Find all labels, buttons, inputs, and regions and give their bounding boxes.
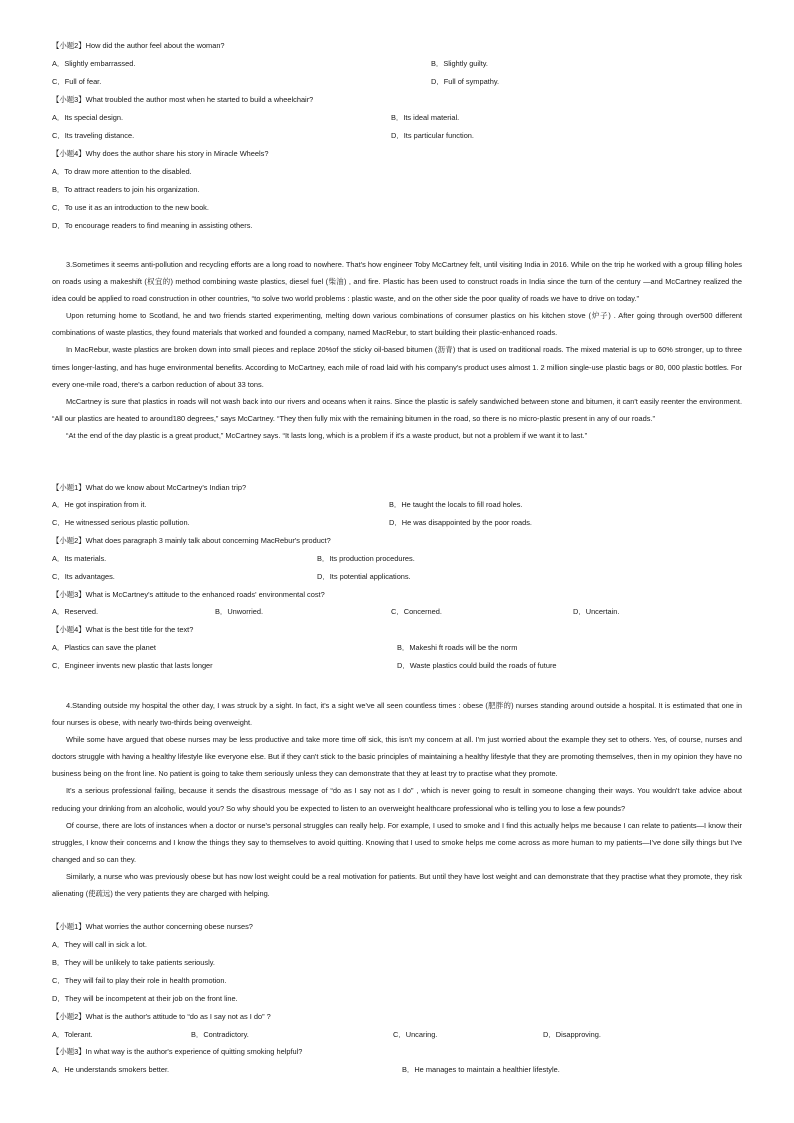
s2-q2-option-a: A．Slightly embarrassed. bbox=[52, 59, 136, 68]
s3-q1-option-d: D．He was disappointed by the poor roads. bbox=[389, 518, 532, 527]
s2-q3-option-d: D．Its particular function. bbox=[391, 131, 474, 140]
s4-paragraph-3: It's a serious professional failing, because it sends the disastrous message of “do as I say not as I do” , which is never going to result in someone changing their ways. You wouldn't take advice about reducing your drinking from an alcoholic, would you? So why should you be expected to listen to an overweight healthcare professional who is telling you to lose a few pounds? bbox=[52, 786, 742, 813]
s2-q3-stem: 【小题3】What troubled the author most when he started to build a wheelchair? bbox=[52, 95, 314, 104]
s4-paragraph-4: Of course, there are lots of instances when a doctor or nurse's personal struggles can really help. For example, I used to smoke and I find this actually helps me because I can relate to patients—I know their struggles, I know their concerns and I know the things they say to themselves to avoid quitting. Knowing that I used to smoke helps me come across as more human to my patients—I've done silly things but I've changed and so can they. bbox=[52, 820, 742, 864]
s4-q2-option-a: A．Tolerant. bbox=[52, 1030, 93, 1039]
s3-q2-option-c: C．Its advantages. bbox=[52, 572, 115, 581]
s2-q4-option-d: D．To encourage readers to find meaning in assisting others. bbox=[52, 221, 253, 230]
s2-q2-option-b: B．Slightly guilty. bbox=[431, 59, 488, 68]
s3-q2-stem: 【小题2】What does paragraph 3 mainly talk about concerning MacRebur's product? bbox=[52, 536, 331, 545]
s4-q1-option-b: B．They will be unlikely to take patients seriously. bbox=[52, 958, 215, 967]
s2-q3-option-b: B．Its ideal material. bbox=[391, 113, 460, 122]
s2-q2-option-c: C．Full of fear. bbox=[52, 77, 102, 86]
s3-q3-option-b: B．Unworried. bbox=[215, 607, 264, 616]
s2-q4-option-a: A．To draw more attention to the disabled. bbox=[52, 167, 192, 176]
s4-paragraph-2: While some have argued that obese nurses may be less productive and take more time off sick, this isn't my concern at all. I'm just worried about the example they set to others. Yes, of course, nurses and doctors struggle with having a healthy lifestyle like everyone else. But if they can't stick to the basic principles of maintaining a healthy lifestyle that they are promoting themselves, then in my opinion they have no business being on the front line. No patient is going to take them seriously unless they can demonstrate that they at least try to practise what they promote. bbox=[52, 735, 742, 779]
s4-q1-option-c: C．They will fail to play their role in health promotion. bbox=[52, 976, 227, 985]
s3-q4-option-d: D．Waste plastics could build the roads of future bbox=[397, 661, 557, 670]
s3-q1-option-b: B．He taught the locals to fill road holes. bbox=[389, 500, 523, 509]
s3-paragraph-5: “At the end of the day plastic is a great product,” McCartney says. “It lasts long, which is a problem if it's a waste product, but not a problem if we want it to last.” bbox=[66, 430, 588, 440]
s3-q4-option-a: A．Plastics can save the planet bbox=[52, 643, 156, 652]
s2-q2-option-d: D．Full of sympathy. bbox=[431, 77, 500, 86]
s3-q1-option-c: C．He witnessed serious plastic pollution. bbox=[52, 518, 190, 527]
s3-q3-option-d: D．Uncertain. bbox=[573, 607, 620, 616]
s4-q1-stem: 【小题1】What worries the author concerning obese nurses? bbox=[52, 922, 253, 931]
s3-q1-option-a: A．He got inspiration from it. bbox=[52, 500, 147, 509]
s2-q4-option-b: B．To attract readers to join his organization. bbox=[52, 185, 200, 194]
s2-q2-stem: 【小题2】How did the author feel about the woman? bbox=[52, 41, 225, 50]
s3-q4-stem: 【小题4】What is the best title for the text? bbox=[52, 625, 194, 634]
s3-paragraph-1: 3.Sometimes it seems anti-pollution and recycling efforts are a long road to nowhere. That's how engineer Toby McCartney felt, until visiting India in 2016. While on the trip he worked with a group filling holes on roads using a makeshift (权宜的) method combining waste plastics, diesel fuel (柴油) , and fire. Plastic has been used to construct roads in India since the turn of the century —and McCartney realized the idea could be applied to road construction in other countries, “to solve two world problems : plastic waste, and on the other side the poor quality of roads we have to drive on today.” bbox=[52, 260, 742, 304]
s4-paragraph-5: Similarly, a nurse who was previously obese but has now lost weight could be a real motivation for patients. But until they have lost weight and can demonstrate that they practise what they promote, they risk alienating (使疏远) the very patients they are charged with helping. bbox=[52, 871, 742, 899]
s3-q2-option-a: A．Its materials. bbox=[52, 554, 107, 563]
s2-q3-option-c: C．Its traveling distance. bbox=[52, 131, 135, 140]
s4-q3-option-a: A．He understands smokers better. bbox=[52, 1065, 170, 1074]
s3-q4-option-c: C．Engineer invents new plastic that lasts longer bbox=[52, 661, 213, 670]
s3-q3-option-c: C．Concerned. bbox=[391, 607, 442, 616]
s4-q3-stem: 【小题3】In what way is the author's experience of quitting smoking helpful? bbox=[52, 1047, 303, 1056]
s3-paragraph-3: In MacRebur, waste plastics are broken down into small pieces and replace 20%of the sticky oil-based bitumen (沥青) that is used on traditional roads. The mixed material is up to 60% stronger, up to three times longer-lasting, and has huge environmental benefits. According to McCartney, each mile of road laid with his company's product uses almost 1. 2 million single-use plastic bags or 80, 000 plastic bottles. For every one-mile road, there's a carbon reduction of about 33 tons. bbox=[52, 345, 742, 389]
s3-passage bbox=[52, 256, 742, 444]
s2-q4-stem: 【小题4】Why does the author share his story in Miracle Wheels? bbox=[52, 149, 269, 158]
s3-q2-option-d: D．Its potential applications. bbox=[317, 572, 411, 581]
s3-q3-stem: 【小题3】What is McCartney's attitude to the enhanced roads' environmental cost? bbox=[52, 590, 325, 599]
s3-paragraph-2: Upon returning home to Scotland, he and two friends started experimenting, melting down various combinations of consumer plastics on his kitchen stove (炉子) . After going through over500 different combinations of waste plastics, they found materials that worked and founded a company, named MacRebur, to start building their plastic-enhanced roads. bbox=[52, 311, 742, 338]
s3-q2-option-b: B．Its production procedures. bbox=[317, 554, 415, 563]
s4-q1-option-a: A．They will call in sick a lot. bbox=[52, 940, 147, 949]
s4-q2-option-d: D．Disapproving. bbox=[543, 1030, 601, 1039]
s3-q1-stem: 【小题1】What do we know about McCartney's Indian trip? bbox=[52, 483, 247, 492]
s3-q4-option-b: B．Makeshi ft roads will be the norm bbox=[397, 643, 518, 652]
s4-passage bbox=[52, 697, 742, 902]
s4-paragraph-1: 4.Standing outside my hospital the other day, I was struck by a sight. In fact, it's a sight we've all seen countless times : obese (肥胖的) nurses standing around outside a hospital. It is estimated that one in four nurses is obese, with nearly two-thirds being overweight. bbox=[52, 701, 742, 728]
s2-q4-option-c: C．To use it as an introduction to the new book. bbox=[52, 203, 209, 212]
s4-q1-option-d: D．They will be incompetent at their job on the front line. bbox=[52, 994, 238, 1003]
s4-q2-option-c: C．Uncaring. bbox=[393, 1030, 438, 1039]
s3-q3-option-a: A．Reserved. bbox=[52, 607, 99, 616]
s4-q3-option-b: B．He manages to maintain a healthier lifestyle. bbox=[402, 1065, 560, 1074]
s3-paragraph-4: McCartney is sure that plastics in roads will not wash back into our rivers and oceans when it rains. Since the plastic is safely sandwiched between stone and bitumen, it can't easily reenter the environment. “All our plastics are heated to around180 degrees,” says McCartney. “They then fully mix with the remaining bitumen in the road, so there is no micro-plastic present in any of our roads.” bbox=[52, 396, 742, 423]
s4-q2-option-b: B．Contradictory. bbox=[191, 1030, 249, 1039]
s4-q2-stem: 【小题2】What is the author's attitude to “do as I say not as I do” ? bbox=[52, 1012, 271, 1021]
s2-q3-option-a: A．Its special design. bbox=[52, 113, 124, 122]
